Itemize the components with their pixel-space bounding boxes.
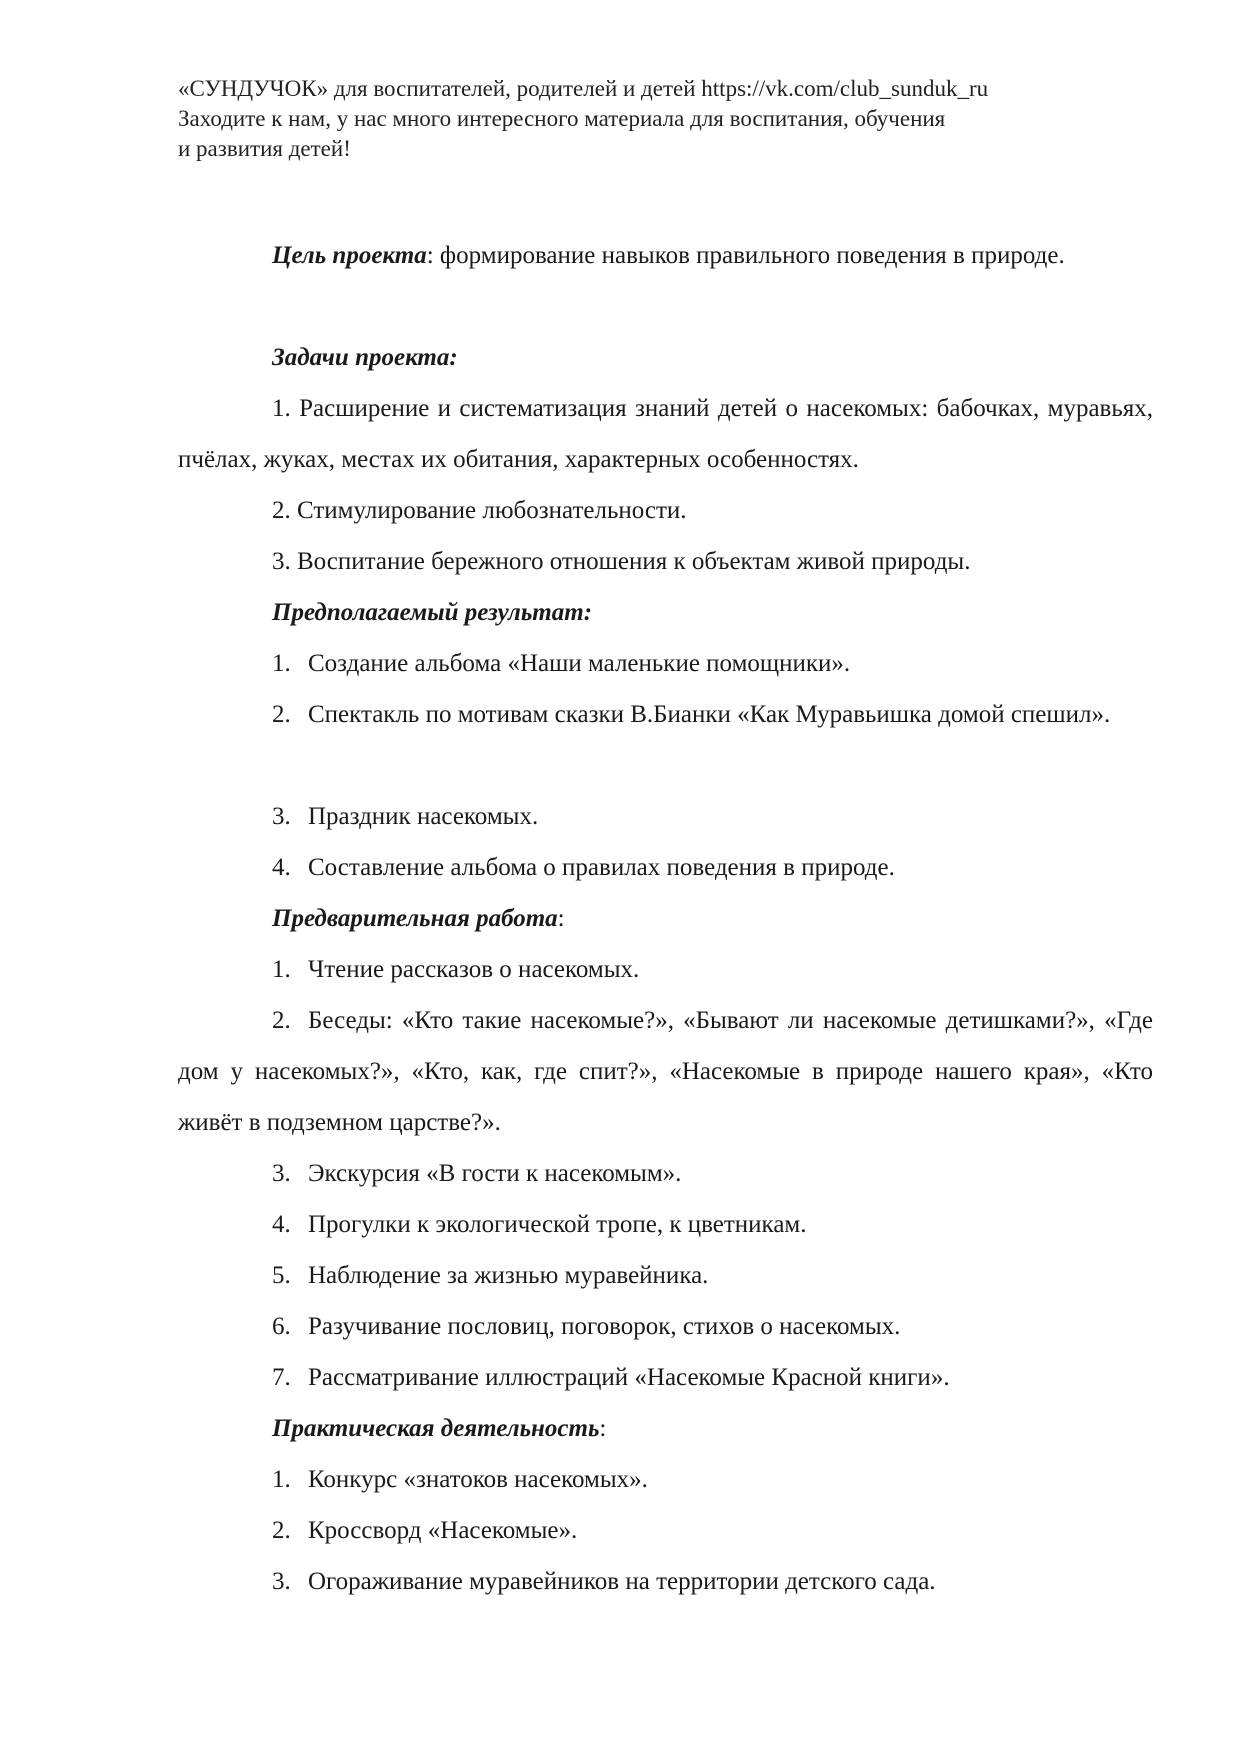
result-item-1: 1. Создание альбома «Наши маленькие помощники». (272, 650, 851, 677)
header-line-2: Заходите к нам, у нас много интересного материала для воспитания, обучения (178, 106, 946, 131)
tasks-item-1: 1. Расширение и систематизация знаний детей о насекомых: бабочках, муравьях, пчёлах, жуках, местах их обитания, характерных особенностях. (178, 395, 1153, 473)
practice-heading: Практическая деятельность: (272, 1415, 607, 1442)
result-item-3: 3. Праздник насекомых. (272, 803, 539, 830)
prep-item-2: 2. Беседы: «Кто такие насекомые?», «Бывают ли насекомые детишками?», «Где дом у насекомых?», «Кто, как, где спит?», «Насекомые в природе нашего края», «Кто живёт в подземном царстве?». (178, 1007, 1153, 1136)
goal-text: формирование навыков правильного поведения в природе. (433, 242, 1065, 269)
prep-heading: Предварительная работа: (272, 905, 565, 932)
result-heading: Предполагаемый результат: (272, 599, 593, 626)
goal-paragraph: Цель проекта: формирование навыков правильного поведения в природе. (272, 242, 1065, 269)
tasks-item-3: 3. Воспитание бережного отношения к объектам живой природы. (272, 548, 971, 575)
goal-label: Цель проекта (272, 242, 427, 269)
prep-item-7: 7. Рассматривание иллюстраций «Насекомые Красной книги». (272, 1364, 950, 1391)
prep-item-5: 5. Наблюдение за жизнью муравейника. (272, 1262, 709, 1289)
result-item-4: 4. Составление альбома о правилах поведения в природе. (272, 854, 895, 881)
prep-item-6: 6. Разучивание пословиц, поговорок, стихов о насекомых. (272, 1313, 901, 1340)
practice-item-3: 3. Огораживание муравейников на территории детского сада. (272, 1568, 936, 1595)
tasks-item-2: 2. Стимулирование любознательности. (272, 497, 687, 524)
tasks-heading: Задачи проекта: (272, 344, 458, 371)
practice-item-1: 1. Конкурс «знатоков насекомых». (272, 1466, 648, 1493)
header-line-3: и развития детей! (178, 136, 351, 161)
prep-item-3: 3. Экскурсия «В гости к насекомым». (272, 1160, 682, 1187)
header-line-1: «СУНДУЧОК» для воспитателей, родителей и детей https://vk.com/club_sunduk_ru (178, 76, 989, 101)
prep-item-1: 1. Чтение рассказов о насекомых. (272, 956, 640, 983)
practice-item-2: 2. Кроссворд «Насекомые». (272, 1517, 578, 1544)
page-header (178, 74, 1098, 164)
result-item-2: 2. Спектакль по мотивам сказки В.Бианки «Как Муравьишка домой спешил». (272, 701, 1111, 728)
prep-item-4: 4. Прогулки к экологической тропе, к цветникам. (272, 1211, 807, 1238)
